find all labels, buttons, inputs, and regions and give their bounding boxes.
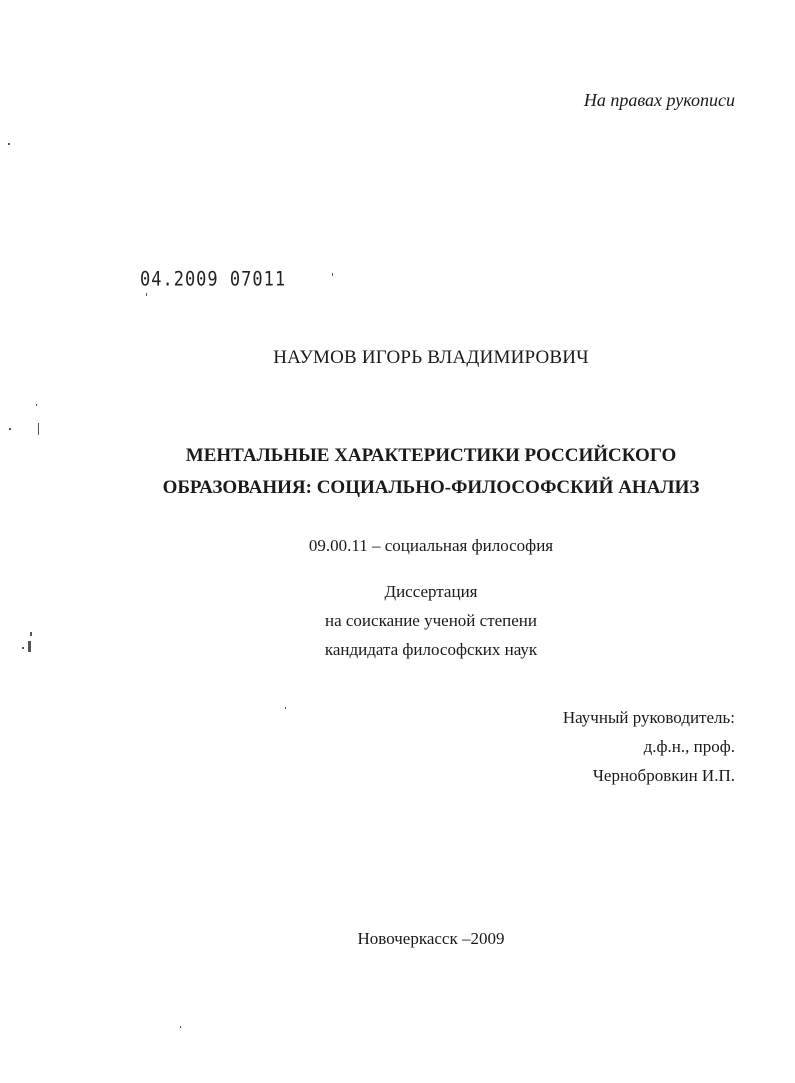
rights-note: На правах рукописи [583, 90, 735, 110]
scan-speck [180, 1026, 181, 1028]
scan-speck [30, 632, 32, 636]
scan-speck [36, 404, 37, 406]
supervisor-label: Научный руководитель: [562, 708, 735, 727]
degree-line-2: на соискание ученой степени [324, 611, 538, 630]
scan-speck [8, 143, 10, 145]
scan-speck [9, 428, 11, 430]
registration-stamp: 04.2009 07011 [140, 268, 287, 291]
specialty-code: 09.00.11 – социальная философия [308, 536, 554, 555]
degree-line-1: Диссертация [384, 582, 478, 601]
supervisor-block [563, 703, 735, 790]
scan-speck [332, 273, 333, 276]
supervisor-credentials: д.ф.н., проф. [643, 737, 735, 756]
scan-speck [22, 647, 24, 649]
scan-speck [28, 641, 31, 652]
degree-line-3: кандидата философских наук [324, 640, 538, 659]
title-line-1: МЕНТАЛЬНЫЕ ХАРАКТЕРИСТИКИ РОССИЙСКОГО [185, 445, 677, 466]
scan-speck [146, 293, 147, 296]
dissertation-title [0, 440, 795, 504]
author-name: НАУМОВ ИГОРЬ ВЛАДИМИРОВИЧ [273, 347, 589, 368]
supervisor-name: Чернобровкин И.П. [592, 766, 735, 785]
degree-block [0, 577, 795, 664]
city-year: Новочеркасск –2009 [357, 929, 505, 948]
title-line-2: ОБРАЗОВАНИЯ: СОЦИАЛЬНО-ФИЛОСОФСКИЙ АНАЛИЗ [162, 477, 700, 498]
scan-speck [285, 707, 286, 709]
scan-speck [38, 423, 39, 435]
